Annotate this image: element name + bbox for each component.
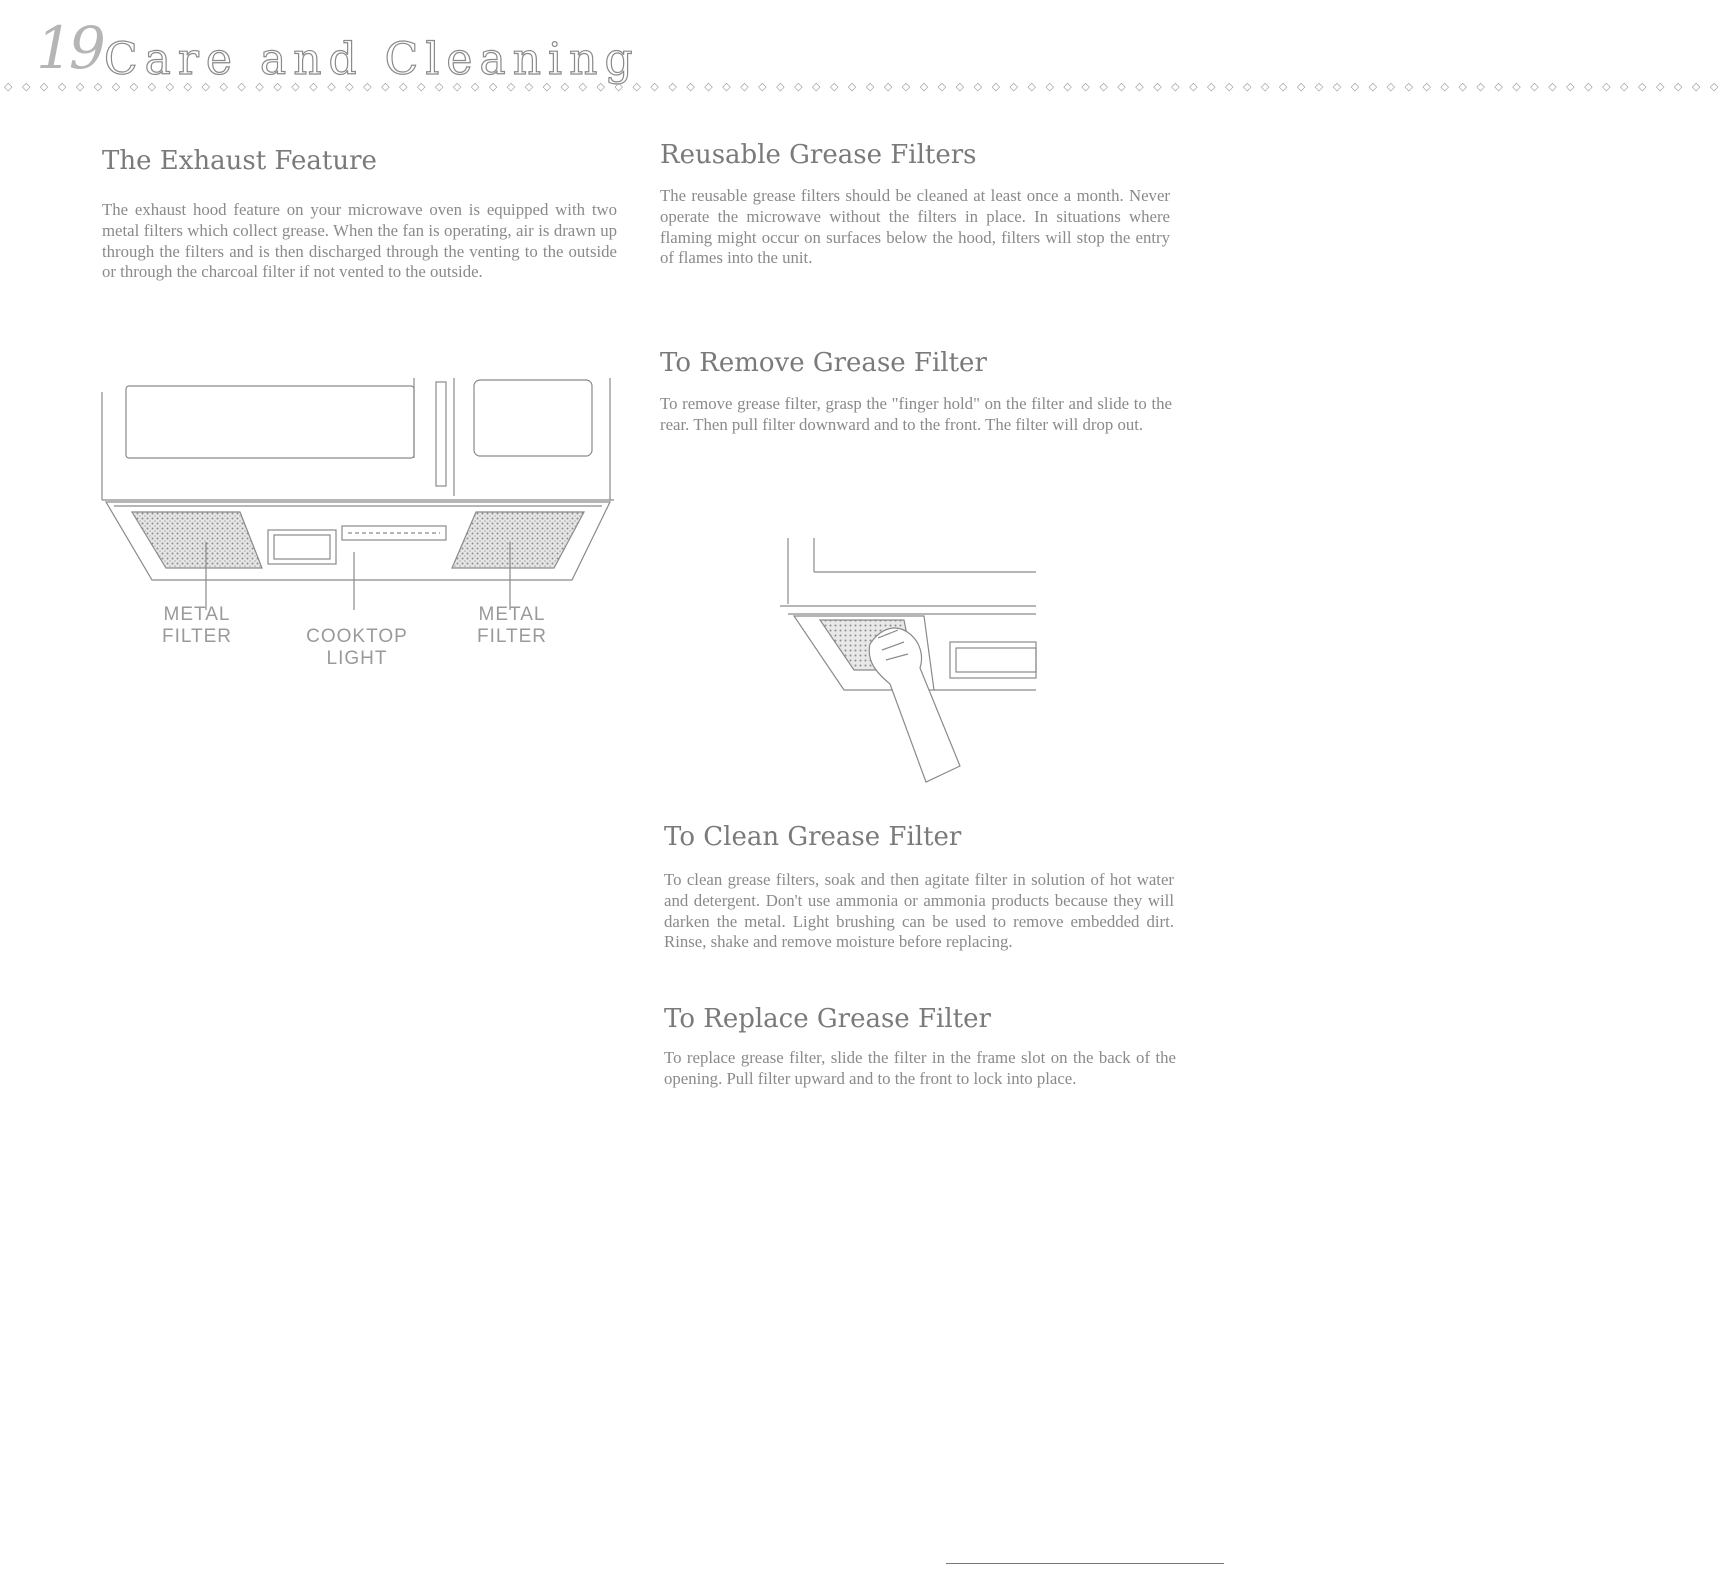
footer-rule bbox=[946, 1563, 1224, 1564]
exhaust-feature-text: The exhaust hood feature on your microwave oven is equipped with two metal filters which collect grease. When the fan is operating, air is drawn up through the filters and is then discharged through the venting to the outside or through the charcoal filter if not vented to the outside. bbox=[102, 200, 617, 282]
replace-filter-heading: To Replace Grease Filter bbox=[664, 1004, 991, 1034]
metal-filter-left-label: METAL FILTER bbox=[161, 604, 233, 647]
exhaust-feature-heading: The Exhaust Feature bbox=[102, 146, 377, 176]
remove-filter-text: To remove grease filter, grasp the "finger hold" on the filter and slide to the rear. Then pull filter downward and to the front. The filter will drop out. bbox=[660, 394, 1172, 434]
reusable-filters-text: The reusable grease filters should be cleaned at least once a month. Never operate the microwave without the filters in place. In situations where flaming might occur on surfaces below the hood, filters will stop the entry of flames into the unit. bbox=[660, 186, 1170, 268]
metal-filter-right-label: METAL FILTER bbox=[476, 604, 548, 647]
hood-illustration bbox=[96, 372, 620, 592]
replace-filter-text: To replace grease filter, slide the filter in the frame slot on the back of the opening. Pull filter upward and to the front to lock into place. bbox=[664, 1048, 1176, 1088]
clean-filter-heading: To Clean Grease Filter bbox=[664, 822, 962, 852]
page-title: Care and Cleaning bbox=[104, 34, 640, 85]
reusable-filters-heading: Reusable Grease Filters bbox=[660, 140, 977, 170]
cooktop-light-label: COOKTOP LIGHT bbox=[306, 626, 408, 669]
remove-filter-heading: To Remove Grease Filter bbox=[660, 348, 987, 378]
clean-filter-text: To clean grease filters, soak and then agitate filter in solution of hot water and detergent. Don't use ammonia or ammonia products because they will darken the metal. Light brushing can be used to remove embedded dirt. Rinse, shake and remove moisture before replacing. bbox=[664, 870, 1174, 952]
hood-filter-diagram bbox=[96, 372, 620, 682]
page-number: 19 bbox=[36, 14, 102, 82]
header-diamond-divider: ◇ ◇ ◇ ◇ ◇ ◇ ◇ ◇ ◇ ◇ ◇ ◇ ◇ ◇ ◇ ◇ ◇ ◇ ◇ ◇ ◇ ◇ ◇ ◇ ◇ ◇ ◇ ◇ ◇ ◇ ◇ ◇ ◇ ◇ ◇ ◇ ◇ ◇ ◇ ◇ ◇ ◇ ◇ ◇ ◇ ◇ ◇ ◇ ◇ ◇ ◇ ◇ ◇ ◇ ◇ ◇ ◇ ◇ ◇ ◇ ◇ ◇ ◇ ◇ ◇ ◇ ◇ ◇ ◇ ◇ ◇ ◇ ◇ ◇ ◇ ◇ ◇ ◇ ◇ ◇ ◇ ◇ ◇ ◇ ◇ ◇ ◇ ◇ ◇ ◇ ◇ ◇ ◇ ◇ ◇ ◇ bbox=[4, 80, 1721, 93]
remove-filter-illustration bbox=[774, 534, 1044, 794]
